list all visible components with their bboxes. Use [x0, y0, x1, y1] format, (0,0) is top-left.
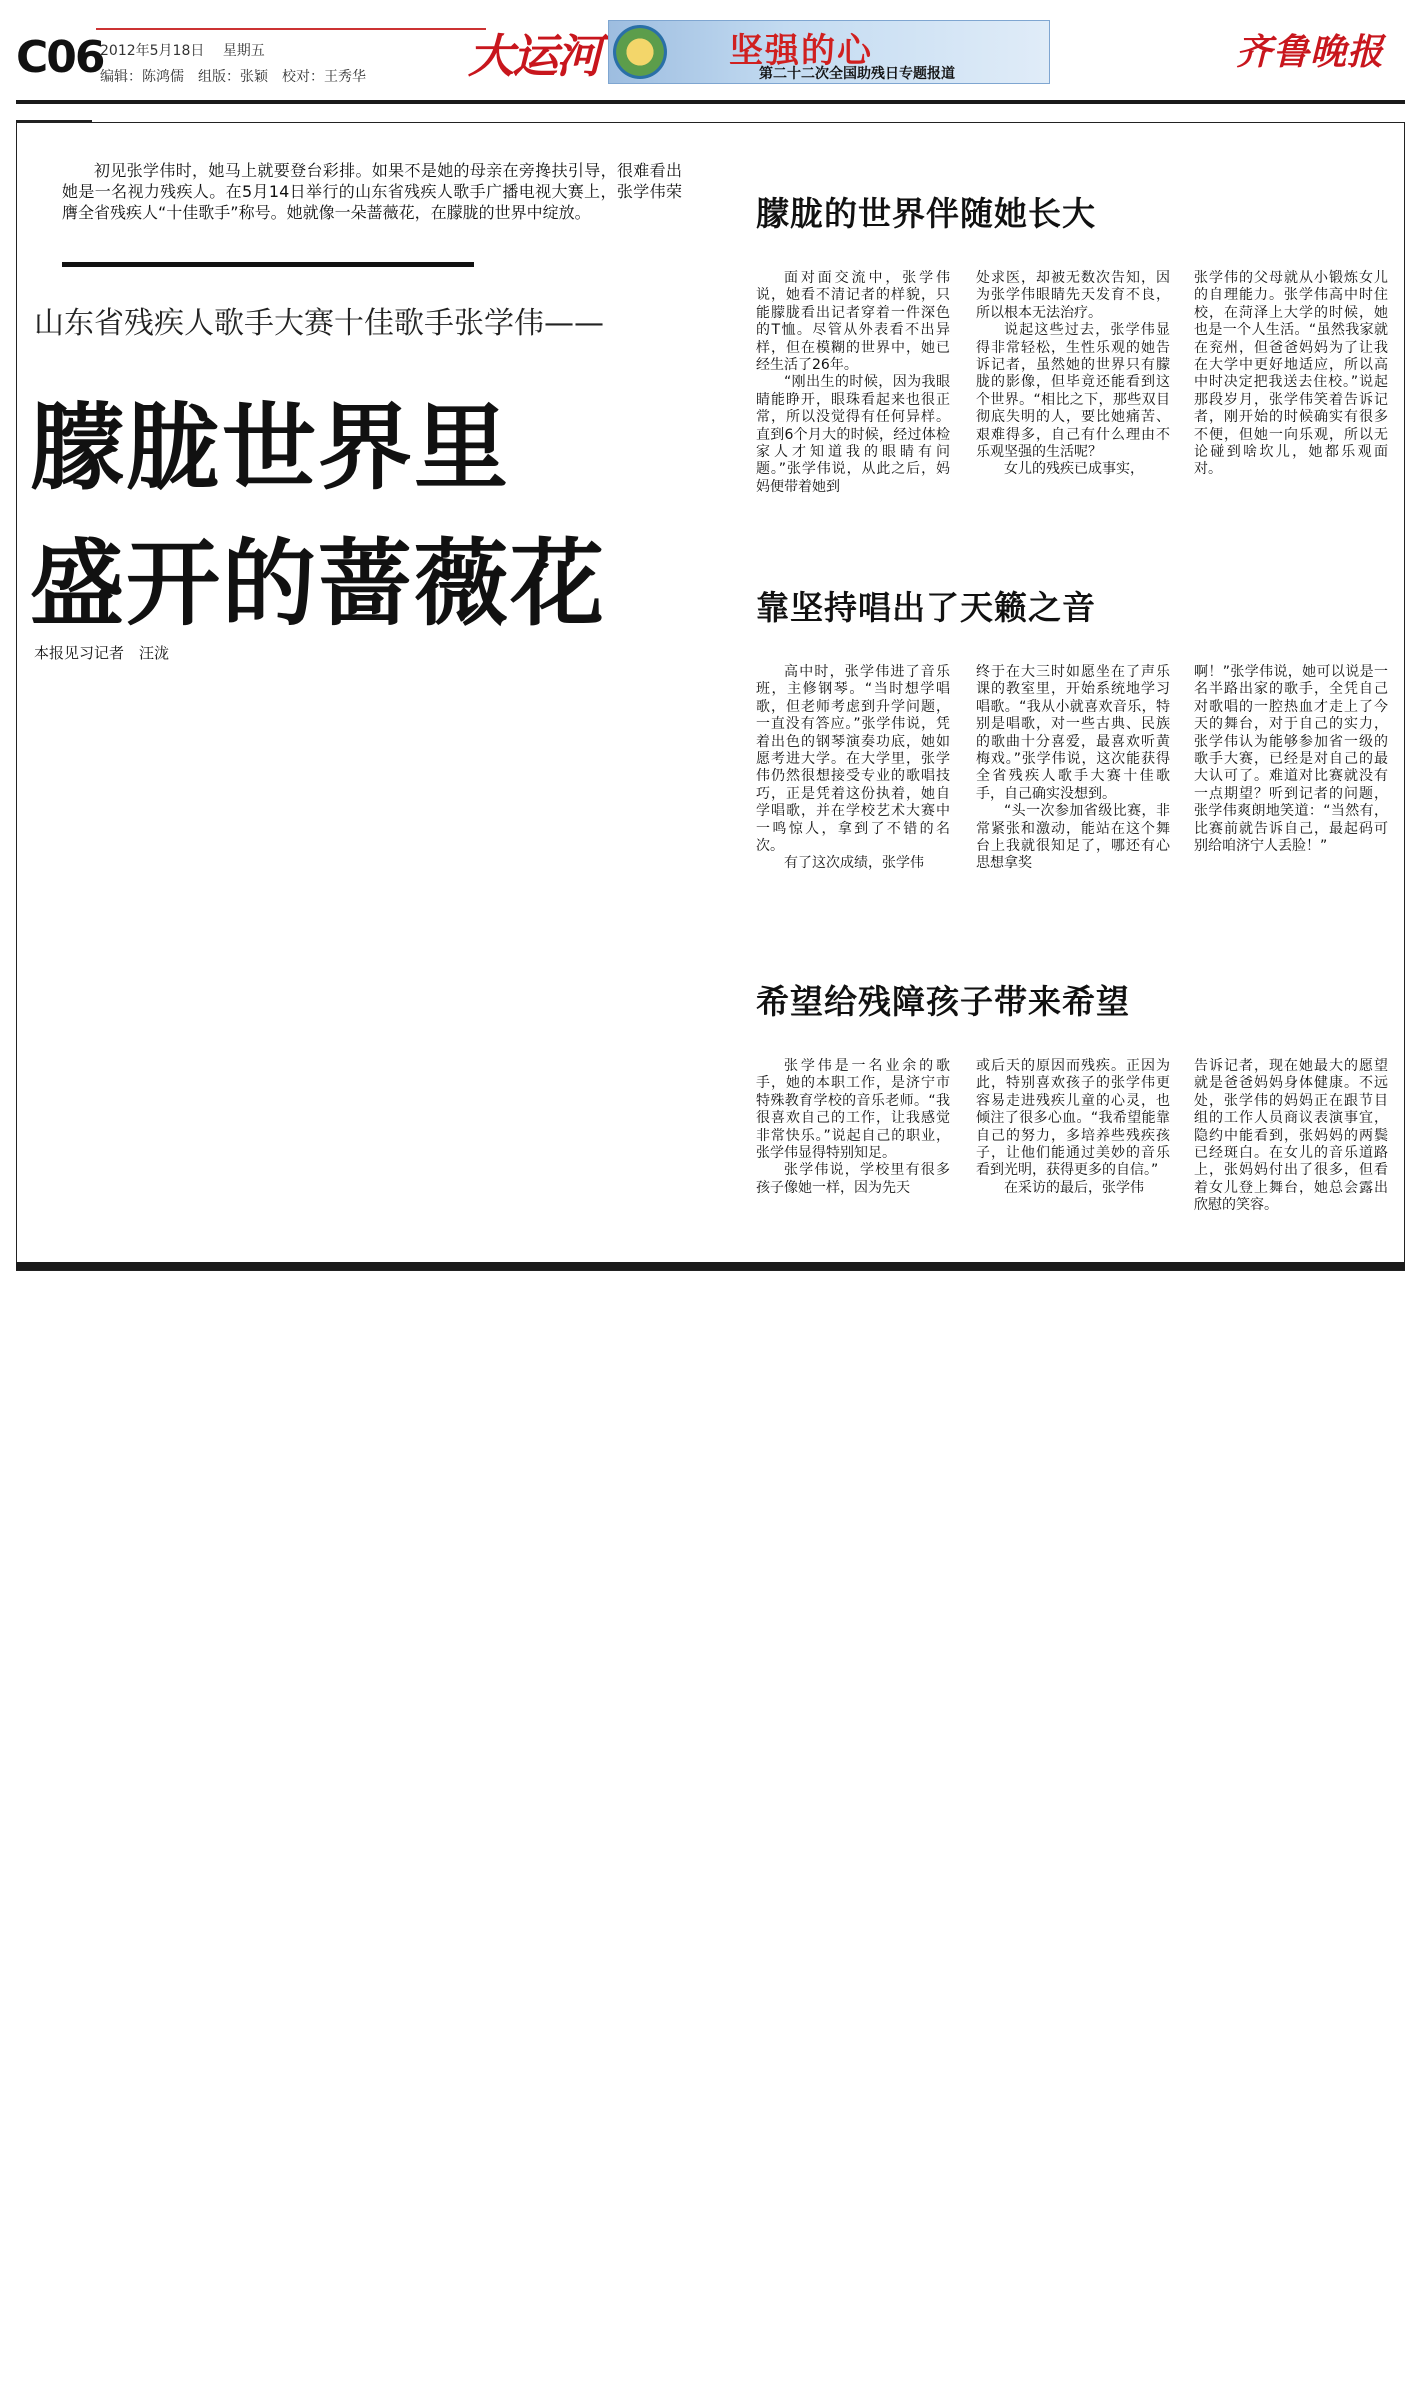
- page-number: C06: [16, 32, 104, 83]
- body-paragraph: 张学伟的父母就从小锻炼女儿的自理能力。张学伟高中时住校，在菏泽上大学的时候，她也是一个人生活。“虽然我家就在兖州，但爸爸妈妈为了让我在大学中更好地适应，所以高中时决定把我送去住校。”说起那段岁月，张学伟笑着告诉记者，刚开始的时候确实有很多不便，但她一向乐观，所以无论碰到啥坎儿，她都乐观面对。: [1194, 270, 1388, 478]
- lead-rule: [62, 262, 474, 267]
- header-rule: [96, 28, 486, 30]
- section-2-column-3: [1194, 664, 1388, 855]
- disability-day-emblem-icon: [613, 25, 667, 79]
- section-heading-2: 靠坚持唱出了天籁之音: [756, 588, 1096, 627]
- issue-weekday: 星期五: [222, 43, 265, 59]
- frame-corner-rule: [16, 120, 92, 122]
- issue-date-line: [100, 40, 265, 60]
- section-1-column-2: [976, 270, 1170, 479]
- banner-subtitle: 第二十二次全国助残日专题报道: [759, 66, 955, 82]
- body-paragraph: 处求医，却被无数次告知，因为张学伟眼睛先天发育不良，所以根本无法治疗。: [976, 270, 1170, 321]
- body-paragraph: 面对面交流中，张学伟说，她看不清记者的样貌，只能朦胧看出记者穿着一件深色的T恤。尽管从外表看不出异样，但在模糊的世界中，她已经生活了26年。: [756, 270, 950, 374]
- newspaper-logo: 齐鲁晚报: [1236, 31, 1385, 73]
- body-paragraph: “刚出生的时候，因为我眼睛能睁开，眼珠看起来也很正常，所以没觉得有任何异样。直到6个月大的时候，经过体检家人才知道我的眼睛有问题。”张学伟说，从此之后，妈妈便带着她到: [756, 374, 950, 495]
- section-heading-1: 朦胧的世界伴随她长大: [756, 194, 1096, 233]
- banner-title: 坚强的心: [729, 31, 873, 71]
- section-3-column-1: [756, 1058, 950, 1197]
- body-paragraph: 或后天的原因而残疾。正因为此，特别喜欢孩子的张学伟更容易走进残疾儿童的心灵，也倾注了很多心血。“我希望能靠自己的努力，多培养些残疾孩子，让他们能通过美妙的音乐看到光明，获得更多的自信。”: [976, 1058, 1170, 1179]
- body-paragraph: 张学伟说，学校里有很多孩子像她一样，因为先天: [756, 1162, 950, 1196]
- editors-credit: 编辑：陈鸿儒 组版：张颖 校对：王秀华: [100, 69, 366, 85]
- section-2-column-2: [976, 664, 1170, 873]
- section-1-column-1: [756, 270, 950, 496]
- body-paragraph: 女儿的残疾已成事实，: [1004, 461, 1144, 478]
- bottom-rule: [16, 1262, 1405, 1270]
- byline: 本报见习记者 汪泷: [34, 644, 170, 662]
- section-name: 大运河: [468, 29, 600, 83]
- body-paragraph: 高中时，张学伟进了音乐班，主修钢琴。“当时想学唱歌，但老师考虑到升学问题，一直没有答应。”张学伟说，凭着出色的钢琴演奏功底，她如愿考进大学。在大学里，张学伟仍然很想接受专业的歌唱技巧，正是凭着这份执着，她自学唱歌，并在学校艺术大赛中一鸣惊人，拿到了不错的名次。: [756, 664, 950, 855]
- section-heading-3: 希望给残障孩子带来希望: [756, 982, 1130, 1021]
- article-lead: 初见张学伟时，她马上就要登台彩排。如果不是她的母亲在旁搀扶引导，很难看出她是一名视力残疾人。在5月14日举行的山东省残疾人歌手广播电视大赛上，张学伟荣膺全省残疾人“十佳歌手”称号。她就像一朵蔷薇花，在朦胧的世界中绽放。: [62, 161, 682, 222]
- body-paragraph: 终于在大三时如愿坐在了声乐课的教室里，开始系统地学习唱歌。“我从小就喜欢音乐，特别是唱歌，对一些古典、民族的歌曲十分喜爱，最喜欢听黄梅戏。”张学伟说，这次能获得全省残疾人歌手大赛十佳歌手，自己确实没想到。: [976, 664, 1170, 802]
- body-paragraph: 说起这些过去，张学伟显得非常轻松，生性乐观的她告诉记者，虽然她的世界只有朦胧的影像，但毕竟还能看到这个世界。“相比之下，那些双目彻底失明的人，要比她痛苦、艰难得多，自己有什么理由不乐观坚强的生活呢？: [976, 322, 1170, 461]
- body-paragraph: 张学伟是一名业余的歌手，她的本职工作，是济宁市特殊教育学校的音乐老师。“我很喜欢自己的工作，让我感觉非常快乐。”说起自己的职业，张学伟显得特别知足。: [756, 1058, 950, 1162]
- body-paragraph: 有了这次成绩，张学伟: [784, 855, 924, 872]
- special-report-banner: [608, 20, 1050, 84]
- section-3-column-2: [976, 1058, 1170, 1197]
- body-paragraph: “头一次参加省级比赛，非常紧张和激动，能站在这个舞台上我就很知足了，哪还有心思想拿奖: [976, 803, 1170, 872]
- issue-date: 2012年5月18日: [100, 43, 205, 59]
- top-rule: [16, 100, 1405, 104]
- headline-line-1: 朦胧世界里: [30, 393, 511, 503]
- headline-line-2: 盛开的蔷薇花: [30, 529, 607, 639]
- body-paragraph: 在采访的最后，张学伟: [1004, 1179, 1144, 1196]
- body-paragraph: 啊！”张学伟说，她可以说是一名半路出家的歌手，全凭自己对歌唱的一腔热血才走上了今天的舞台，对于自己的实力，张学伟认为能够参加省一级的歌手大赛，已经是对自己的最大认可了。难道对比赛就没有一点期望？听到记者的问题，张学伟爽朗地笑道：“当然有，比赛前就告诉自己，最起码可别给咱济宁人丢脸！”: [1194, 664, 1388, 855]
- section-3-column-3: [1194, 1058, 1388, 1215]
- article-kicker: 山东省残疾人歌手大赛十佳歌手张学伟——: [34, 306, 604, 341]
- section-1-column-3: [1194, 270, 1388, 479]
- section-2-column-1: [756, 664, 950, 873]
- body-paragraph: 告诉记者，现在她最大的愿望就是爸爸妈妈身体健康。不远处，张学伟的妈妈正在跟节目组的工作人员商议表演事宜，隐约中能看到，张妈妈的两鬓已经斑白。在女儿的音乐道路上，张妈妈付出了很多，但看着女儿登上舞台，她总会露出欣慰的笑容。: [1194, 1058, 1388, 1214]
